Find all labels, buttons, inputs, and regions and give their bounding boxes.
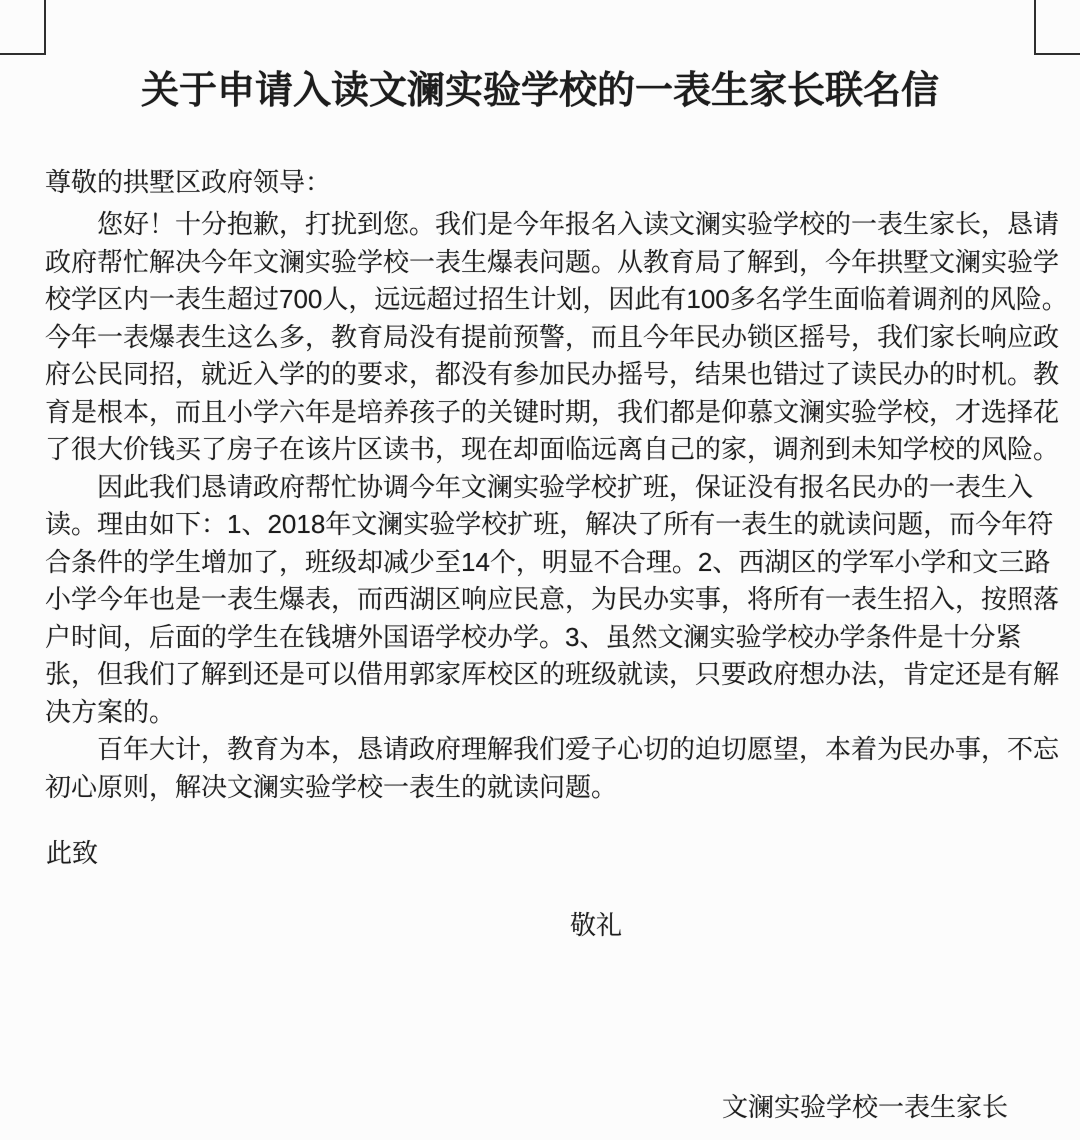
letter-title: 关于申请入读文澜实验学校的一表生家长联名信	[140, 70, 939, 112]
letter-salute: 敬礼	[570, 910, 623, 940]
text-line: 今年一表爆表生这么多，教育局没有提前预警，而且今年民办锁区摇号，我们家长响应政	[45, 321, 1060, 352]
text-line: 府公民同招，就近入学的的要求，都没有参加民办摇号，结果也错过了读民办的时机。教	[45, 359, 1060, 389]
text-line: 因此我们恳请政府帮忙协调今年文澜实验学校扩班，保证没有报名民办的一表生入	[45, 471, 1034, 502]
text-line: 政府帮忙解决今年文澜实验学校一表生爆表问题。从教育局了解到，今年拱墅文澜实验学	[45, 246, 1060, 277]
text-line: 小学今年也是一表生爆表，而西湖区响应民意，为民办实事，将所有一表生招入，按照落	[45, 584, 1060, 614]
text-line: 合条件的学生增加了，班级却减少至14个，明显不合理。2、西湖区的学军小学和文三路	[45, 546, 1051, 577]
corner-crop-mark-right	[1034, 0, 1080, 55]
paragraph	[45, 206, 1068, 469]
text-line: 百年大计，教育为本，恳请政府理解我们爱子心切的迫切愿望，本着为民办事，不忘	[45, 734, 1060, 764]
paragraph	[45, 469, 1060, 732]
corner-crop-mark-left	[0, 0, 46, 55]
text-line: 决方案的。	[45, 696, 176, 727]
body-text	[45, 206, 1068, 806]
paragraph	[45, 731, 1060, 806]
letter-signature: 文澜实验学校一表生家长	[721, 1092, 1008, 1122]
text-line: 校学区内一表生超过700人，远远超过招生计划，因此有100多名学生面临着调剂的风险。	[45, 284, 1068, 314]
text-line: 育是根本，而且小学六年是培养孩子的关键时期，我们都是仰慕文澜实验学校，才选择花	[45, 396, 1060, 427]
text-line: 户时间，后面的学生在钱塘外国语学校办学。3、虽然文澜实验学校办学条件是十分紧	[45, 621, 1022, 652]
text-line: 初心原则，解决文澜实验学校一表生的就读问题。	[45, 771, 618, 802]
text-line: 读。理由如下：1、2018年文澜实验学校扩班，解决了所有一表生的就读问题，而今年符	[45, 509, 1054, 539]
letter-greeting: 尊敬的拱墅区政府领导：	[45, 167, 332, 197]
text-line: 您好！十分抱歉，打扰到您。我们是今年报名入读文澜实验学校的一表生家长，恳请	[45, 209, 1060, 239]
text-line: 了很大价钱买了房子在该片区读书，现在却面临远离自己的家，调剂到未知学校的风险。	[45, 434, 1060, 464]
text-line: 张，但我们了解到还是可以借用郭家厍校区的班级就读，只要政府想办法，肯定还是有解	[45, 659, 1060, 689]
letter-closing: 此致	[46, 838, 99, 868]
